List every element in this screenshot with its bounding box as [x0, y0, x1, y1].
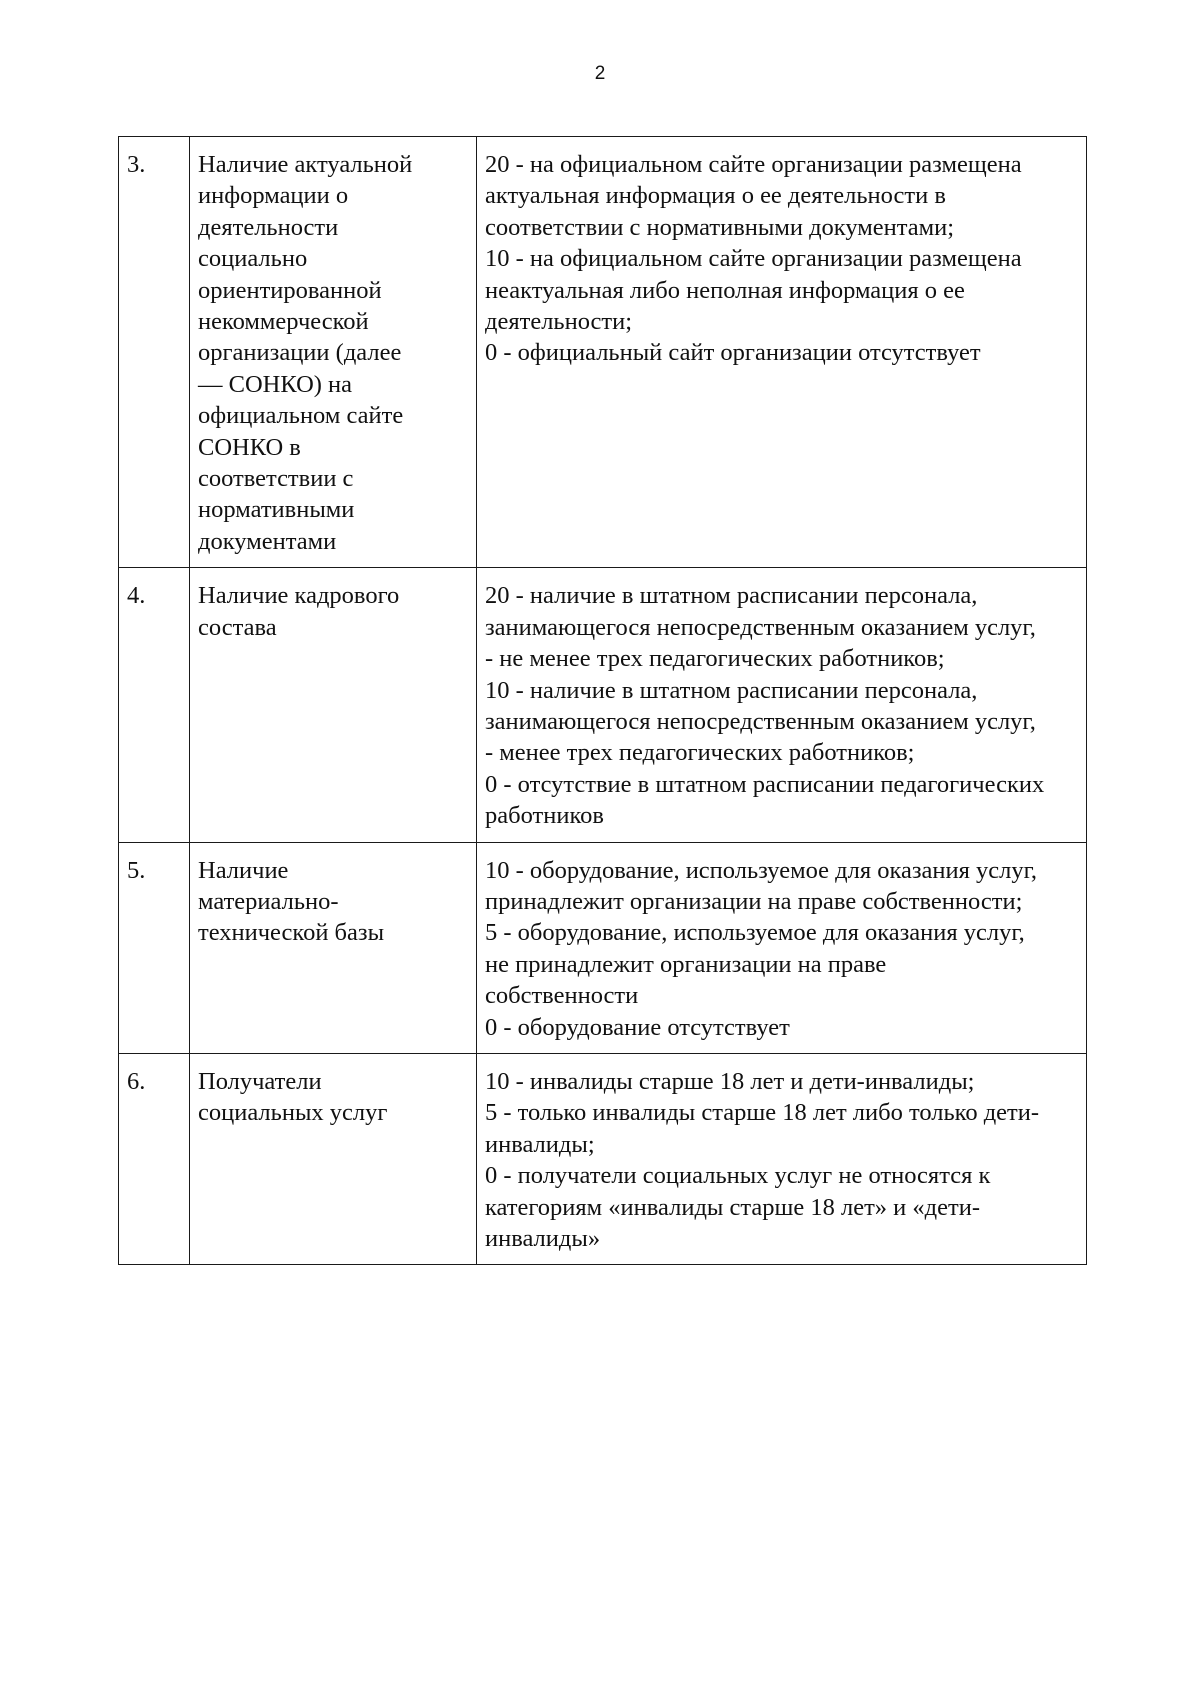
row-number: 6.	[119, 1053, 190, 1264]
table-row	[119, 137, 1087, 568]
score-cell: 20 - на официальном сайте организации размещена актуальная информация о ее деятельности в соответствии с нормативными документами; 10 - на официальном сайте организации размещена неактуальная либо неполная информация о ее деятельности; 0 - официальный сайт организации отсутствует	[477, 137, 1087, 568]
criterion-cell: Наличие материально- технической базы	[190, 842, 477, 1053]
criteria-table-body	[119, 137, 1087, 1265]
table-row	[119, 842, 1087, 1053]
score-cell: 20 - наличие в штатном расписании персонала, занимающегося непосредственным оказанием услуг, - не менее трех педагогических работников; 10 - наличие в штатном расписании персонала, занимающегося непосредственным оказанием услуг, - менее трех педагогических работников; 0 - отсутствие в штатном расписании педагогических работников	[477, 568, 1087, 842]
page-number: 2	[594, 63, 606, 84]
row-number: 5.	[119, 842, 190, 1053]
criterion-cell: Наличие кадрового состава	[190, 568, 477, 842]
score-cell: 10 - оборудование, используемое для оказания услуг, принадлежит организации на праве собственности; 5 - оборудование, используемое для оказания услуг, не принадлежит организации на праве собственности 0 - оборудование отсутствует	[477, 842, 1087, 1053]
criterion-cell: Получатели социальных услуг	[190, 1053, 477, 1264]
row-number: 4.	[119, 568, 190, 842]
criterion-cell: Наличие актуальной информации о деятельности социально ориентированной некоммерческой организации (далее — СОНКО) на официальном сайте СОНКО в соответствии с нормативными документами	[190, 137, 477, 568]
criteria-table	[118, 136, 1087, 1265]
table-row	[119, 568, 1087, 842]
row-number: 3.	[119, 137, 190, 568]
table-row	[119, 1053, 1087, 1264]
score-cell: 10 - инвалиды старше 18 лет и дети-инвалиды; 5 - только инвалиды старше 18 лет либо только дети- инвалиды; 0 - получатели социальных услуг не относятся к категориям «инвалиды старше 18 лет» и «дети- инвалиды»	[477, 1053, 1087, 1264]
